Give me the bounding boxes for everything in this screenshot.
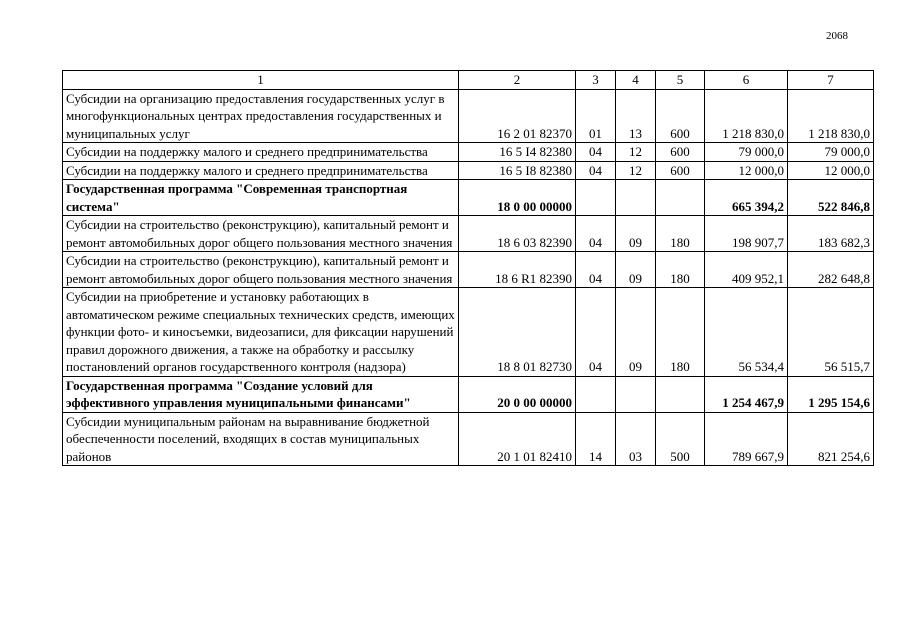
row-value-7: 282 648,8 bbox=[788, 252, 874, 288]
row-value-7: 56 515,7 bbox=[788, 288, 874, 377]
row-value-6: 789 667,9 bbox=[705, 412, 788, 466]
row-subsection: 03 bbox=[616, 412, 656, 466]
row-subsection bbox=[616, 180, 656, 216]
header-row bbox=[63, 71, 874, 90]
row-section: 04 bbox=[576, 143, 616, 162]
row-subsection: 13 bbox=[616, 89, 656, 143]
table-row bbox=[63, 252, 874, 288]
row-code: 20 0 00 00000 bbox=[459, 376, 576, 412]
row-value-7: 522 846,8 bbox=[788, 180, 874, 216]
row-code: 16 2 01 82370 bbox=[459, 89, 576, 143]
table-row bbox=[63, 216, 874, 252]
row-section: 14 bbox=[576, 412, 616, 466]
col-header-5: 5 bbox=[656, 71, 705, 90]
program-row bbox=[63, 180, 874, 216]
row-expense-type: 600 bbox=[656, 89, 705, 143]
row-value-7: 79 000,0 bbox=[788, 143, 874, 162]
page-number: 2068 bbox=[826, 30, 848, 42]
row-expense-type: 600 bbox=[656, 161, 705, 180]
col-header-6: 6 bbox=[705, 71, 788, 90]
row-name: Субсидии на организацию предоставления государственных услуг в многофункциональных центрах предоставления государственных и муниципальных услуг bbox=[63, 89, 459, 143]
row-expense-type bbox=[656, 180, 705, 216]
row-expense-type: 600 bbox=[656, 143, 705, 162]
row-section: 04 bbox=[576, 252, 616, 288]
row-subsection bbox=[616, 376, 656, 412]
row-expense-type: 180 bbox=[656, 288, 705, 377]
row-value-6: 56 534,4 bbox=[705, 288, 788, 377]
budget-table bbox=[62, 70, 874, 466]
row-section: 04 bbox=[576, 161, 616, 180]
row-code: 16 5 I8 82380 bbox=[459, 161, 576, 180]
row-name: Субсидии на поддержку малого и среднего предпринимательства bbox=[63, 143, 459, 162]
row-value-6: 79 000,0 bbox=[705, 143, 788, 162]
table-row bbox=[63, 412, 874, 466]
row-value-6: 1 254 467,9 bbox=[705, 376, 788, 412]
row-value-7: 183 682,3 bbox=[788, 216, 874, 252]
row-code: 18 8 01 82730 bbox=[459, 288, 576, 377]
table-row bbox=[63, 89, 874, 143]
row-expense-type: 180 bbox=[656, 216, 705, 252]
row-name: Субсидии на строительство (реконструкцию), капитальный ремонт и ремонт автомобильных дорог общего пользования местного значения bbox=[63, 252, 459, 288]
row-expense-type: 180 bbox=[656, 252, 705, 288]
table-row bbox=[63, 161, 874, 180]
row-code: 18 6 R1 82390 bbox=[459, 252, 576, 288]
table-row bbox=[63, 288, 874, 377]
col-header-7: 7 bbox=[788, 71, 874, 90]
row-value-7: 821 254,6 bbox=[788, 412, 874, 466]
row-section bbox=[576, 180, 616, 216]
row-value-7: 1 218 830,0 bbox=[788, 89, 874, 143]
row-section: 04 bbox=[576, 288, 616, 377]
row-subsection: 09 bbox=[616, 252, 656, 288]
row-name: Субсидии муниципальным районам на выравнивание бюджетной обеспеченности поселений, входящих в состав муниципальных районов bbox=[63, 412, 459, 466]
table-row bbox=[63, 143, 874, 162]
row-name: Государственная программа "Современная транспортная система" bbox=[63, 180, 459, 216]
row-section: 04 bbox=[576, 216, 616, 252]
row-name: Субсидии на строительство (реконструкцию), капитальный ремонт и ремонт автомобильных дорог общего пользования местного значения bbox=[63, 216, 459, 252]
col-header-1: 1 bbox=[63, 71, 459, 90]
row-value-6: 665 394,2 bbox=[705, 180, 788, 216]
row-name: Государственная программа "Создание условий для эффективного управления муниципальными финансами" bbox=[63, 376, 459, 412]
row-code: 20 1 01 82410 bbox=[459, 412, 576, 466]
row-code: 18 6 03 82390 bbox=[459, 216, 576, 252]
row-value-7: 1 295 154,6 bbox=[788, 376, 874, 412]
row-value-6: 198 907,7 bbox=[705, 216, 788, 252]
row-section bbox=[576, 376, 616, 412]
col-header-3: 3 bbox=[576, 71, 616, 90]
row-section: 01 bbox=[576, 89, 616, 143]
row-name: Субсидии на поддержку малого и среднего предпринимательства bbox=[63, 161, 459, 180]
row-value-6: 12 000,0 bbox=[705, 161, 788, 180]
row-expense-type: 500 bbox=[656, 412, 705, 466]
row-subsection: 12 bbox=[616, 143, 656, 162]
row-name: Субсидии на приобретение и установку работающих в автоматическом режиме специальных технических средств, имеющих функции фото- и киносъемки, видеозаписи, для фиксации нарушений правил дорожного движения, а также на обработку и рассылку постановлений органов государственного контроля (надзора) bbox=[63, 288, 459, 377]
row-expense-type bbox=[656, 376, 705, 412]
col-header-2: 2 bbox=[459, 71, 576, 90]
row-subsection: 09 bbox=[616, 288, 656, 377]
row-value-7: 12 000,0 bbox=[788, 161, 874, 180]
row-subsection: 09 bbox=[616, 216, 656, 252]
row-code: 18 0 00 00000 bbox=[459, 180, 576, 216]
row-value-6: 1 218 830,0 bbox=[705, 89, 788, 143]
row-code: 16 5 I4 82380 bbox=[459, 143, 576, 162]
col-header-4: 4 bbox=[616, 71, 656, 90]
row-subsection: 12 bbox=[616, 161, 656, 180]
row-value-6: 409 952,1 bbox=[705, 252, 788, 288]
program-row bbox=[63, 376, 874, 412]
